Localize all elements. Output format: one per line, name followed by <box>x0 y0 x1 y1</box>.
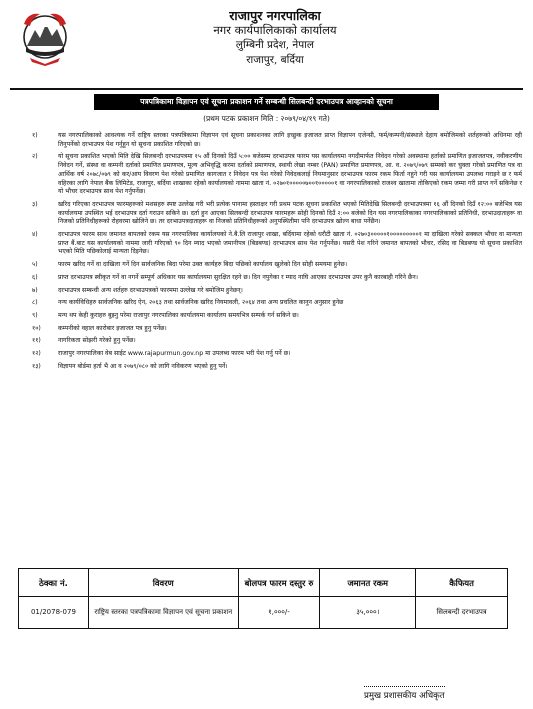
list-item <box>32 325 522 334</box>
item-number: १०) <box>32 324 41 332</box>
list-item <box>32 201 522 227</box>
item-text: फारम खरिद गर्ने वा दाखिला गर्ने दिन सार्वजनिक बिदा परेमा उक्त कार्यहरु बिदा पछिको कार्यालय खुलेको दिन सोही समयमा हुनेछ। <box>58 261 348 269</box>
item-text: यस नगरपालिकाको आवश्यक गर्ने राष्ट्रिय स्तरका पत्रपत्रिकामा विज्ञापन एवं सूचना प्रकाशनका लागि इच्छुक इजाजत प्राप्त विज्ञापन एजेन्सी, फर्म/कम्पनी/संस्थाले देहाय बमोजिमको शर्तहरूको अधिनमा रही तिनुपर्नेको दरभाउपत्र पेश गर्नुहुन यो सूचना प्रकाशित गरिएको छ। <box>58 132 522 148</box>
item-number: २) <box>32 153 38 161</box>
item-number: ७) <box>32 286 38 294</box>
item-text: राजापुर नगरपालिका वेब साईट www.rajapurmun.gov.np मा उपलब्ध फारम भरी पेश गर्नु पर्ने छ। <box>58 350 291 358</box>
item-number: १) <box>32 132 38 139</box>
cell-form-fee: १,०००/- <box>238 597 320 629</box>
list-item <box>32 153 522 197</box>
item-number: १३) <box>32 362 41 370</box>
notice-title-banner: पत्रपत्रिकामा विज्ञापन एवं सूचना प्रकाशन गर्ने सम्बन्धी सिलबन्दी दरभाउपत्र आव्हानको सूचना <box>94 94 439 110</box>
list-item <box>32 312 522 321</box>
list-item <box>32 363 522 372</box>
notice-conditions-list <box>32 132 522 375</box>
item-number: ८) <box>32 299 38 307</box>
item-text: यो सूचना प्रकाशित भएको मिति देखि सिलबन्दी दरभाउपत्रमा १५ औं दिनको दिउँ ५:०० बजेसम्म दरभाउपत्र फारम यस कार्यालयमा नगदीमार्फत निवेदन गरेको अवस्थामा हर्ताको प्रमाणित इजाजतपत्र, नवीकरणीय निवेदन गर्ने, संस्था वा कम्पनी दर्ताको प्रमाणित प्रमाणपत्र, मूल्य अभिवृद्धि करमा दर्ताको प्रमाणपत्र, स्थायी लेखा नम्बर (PAN) प्रमाणित प्रमाणपत्र, आ. व. २०७९/०७९ सम्मको कर चुक्ता गरेको प्रमाणित पत्र वा आर्थिक वर्ष २०७८/०७९ को कर/आय विवरण पेश गरेको प्रमाणित कागजात र निवेदन पत्र पेश गरेको निवेदकलाई नियमानुसार दरभाउपत्र फारम रकम फिर्ता नहुने गरी यस कार्यालयमा उपलब्ध गराइने छ र फर्म वहिरका लागि नेपाल बैंक लिमिटेड, राजापुर, बर्दिया शाखाका रहेको कार्यालयको नाममा खाता नं. ०२७०१०००००७००१०००००१ वा नगरपालिकाको राजश्व खातामा तोकिएको रकम जम्मा गरी प्राप्त गर्ने सकिनेछ र यो भौचर दरभाउपत्र साथ पेश गर्नुपर्नेछ। <box>58 153 522 196</box>
list-item <box>32 132 522 149</box>
list-item <box>32 287 522 296</box>
item-text: दरभाउपत्र सम्बन्धी अन्य शर्तहरु दरभाउपत्रको फारममा उल्लेख गरे बमोजिम हुनेछन्। <box>58 286 243 294</box>
item-text: कम्पनीको वहाल कारोबार इजाजत पत्र हुनु पर्नेछ। <box>58 324 167 332</box>
cell-contract-no: 01/2078-079 <box>19 597 89 629</box>
column-header-security-amount: जमानत रकम <box>320 569 416 597</box>
column-header-form-fee: बोलपत्र फारम दस्तुर रु <box>238 569 320 597</box>
item-number: ४) <box>32 231 38 239</box>
list-item <box>32 299 522 308</box>
list-item <box>32 350 522 359</box>
item-text: दरभाउपत्र फारम साथ जमानत बापतको रकम यस नगरपालिका कार्यालयको ने.बै.लि राजापुर शाखा, बर्दियामा रहेको धरौटी खाता नं. ०२७०३०००००१०००००००००१ मा दाखिला गरेको सक्कल भौचर वा मान्यता प्राप्त बैं.बाट यस कार्यालयको नाममा जारी गरिएको ९० दिन म्याद भएको जमानीपत्र (बिडबण्ड) दरभाउपत्र साथ पेश गर्नुपर्नेछ। यसरी पेश गरिने जमानत बापतको भौचर, रसिद वा बिडबण्ड यो सूचना प्रकाशित भएको मिति पछिकोलाई मान्यता दिइनेछ। <box>58 231 522 256</box>
table-row <box>19 597 508 629</box>
item-text: प्राप्त दरभाउपत्र स्वीकृत गर्ने वा नगर्ने सम्पूर्ण अधिकार यस कार्यालयमा सुरक्षित रहने छ। दिन नपुगेका र म्याद नाघि आएका दरभाउपत्र उपर कुनै कारबाही गरिने छैन। <box>58 273 418 281</box>
item-number: ११) <box>32 337 41 345</box>
list-item <box>32 274 522 283</box>
cell-description: राष्ट्रिय स्तरका पत्रपत्रिकामा विज्ञापन एवं सूचना प्रकाशन <box>88 597 238 629</box>
item-number: ६) <box>32 273 38 281</box>
office-header <box>130 8 420 68</box>
signatory-title: प्रमुख प्रशासकीय अधिकृत <box>364 686 445 701</box>
table-header-row <box>19 569 508 597</box>
item-text: विज्ञापन बोर्डमा हर्ता भै आ व २०७९/०८० को लागि नविकरण भएको हुनु पर्ने। <box>58 362 228 370</box>
list-item <box>32 231 522 257</box>
contract-table <box>18 568 508 629</box>
column-header-description: विवरण <box>88 569 238 597</box>
nepal-emblem-logo <box>20 10 70 66</box>
list-item <box>32 261 522 270</box>
item-number: १२) <box>32 350 41 358</box>
list-item <box>32 337 522 346</box>
header-divider <box>10 88 523 90</box>
item-number: ५) <box>32 261 38 269</box>
cell-remarks: सिलबन्दी दरभाउपत्र <box>416 597 508 629</box>
province-name: लुम्बिनी प्रदेश, नेपाल <box>235 39 315 51</box>
item-text: खरिद गरिएका दरभाउपत्र फारमहरूको मशसहरु स्पष्ट उल्लेख गरी भरी प्रत्येक पानामा हस्ताक्षर गरी प्रथम पटक सूचना प्रकाशित भएको मितिदेखि सिलबन्दी दरभाउपत्रमा १६ औं दिनको दिउँ १२:०० बजेभित्र यस कार्यालयमा उपस्थित भई दरभाउपत्र दर्ता गराउन सकिने छ। दर्ता हुन आएका सिलबन्दी दरभाउपत्र फारमहरू सोही दिनको दिउँ २:०० बजेको दिन यस नगरपालिकाका नगरपालिकाको प्रतिनिधी, दरभाउदाताहरू वा निजको प्रतिनिधीहरूको रोहवरमा खोलिने छ। तर दरभाउपत्रदाताहरू वा निजको प्रतिनिधीहरूको अनुपस्थितीमा पनि दरभाउपत्र खोल्न बाधा पर्नेछैन। <box>58 200 522 226</box>
cell-security-amount: ३५,०००। <box>320 597 416 629</box>
column-header-contract-no: ठेक्का नं. <box>19 569 89 597</box>
item-number: ३) <box>32 200 38 208</box>
office-name: नगर कार्यपालिकाको कार्यालय <box>213 23 337 37</box>
municipality-name: राजापुर नगरपालिका <box>229 8 321 23</box>
column-header-remarks: कैफियत <box>416 569 508 597</box>
item-text: नागरिकता सोझरी गरेको हुनु पर्नेछ। <box>58 337 136 345</box>
item-number: ९) <box>32 311 38 319</box>
item-text: मन्य थप केही कुराहरु बुझ्नु परेमा राजापुर नगरपालिका कार्यालयमा कार्यालय समयभित्र सम्पर्क गर्न सकिने छ। <box>58 311 299 319</box>
office-address: राजापुर, बर्दिया <box>246 54 304 66</box>
publication-date: (प्रथम पटक प्रकाशन मिति : २०७९/०४/१९ गते) <box>203 114 330 123</box>
item-text: नन्य कार्यविधिहरु सार्वजनिक खरिद ऐन, २०६३ तथा सार्वजनिक खरिद नियमावली, २०६४ तथा अन्य प्रचलित कानुन अनुसार हुनेछ <box>58 299 344 307</box>
